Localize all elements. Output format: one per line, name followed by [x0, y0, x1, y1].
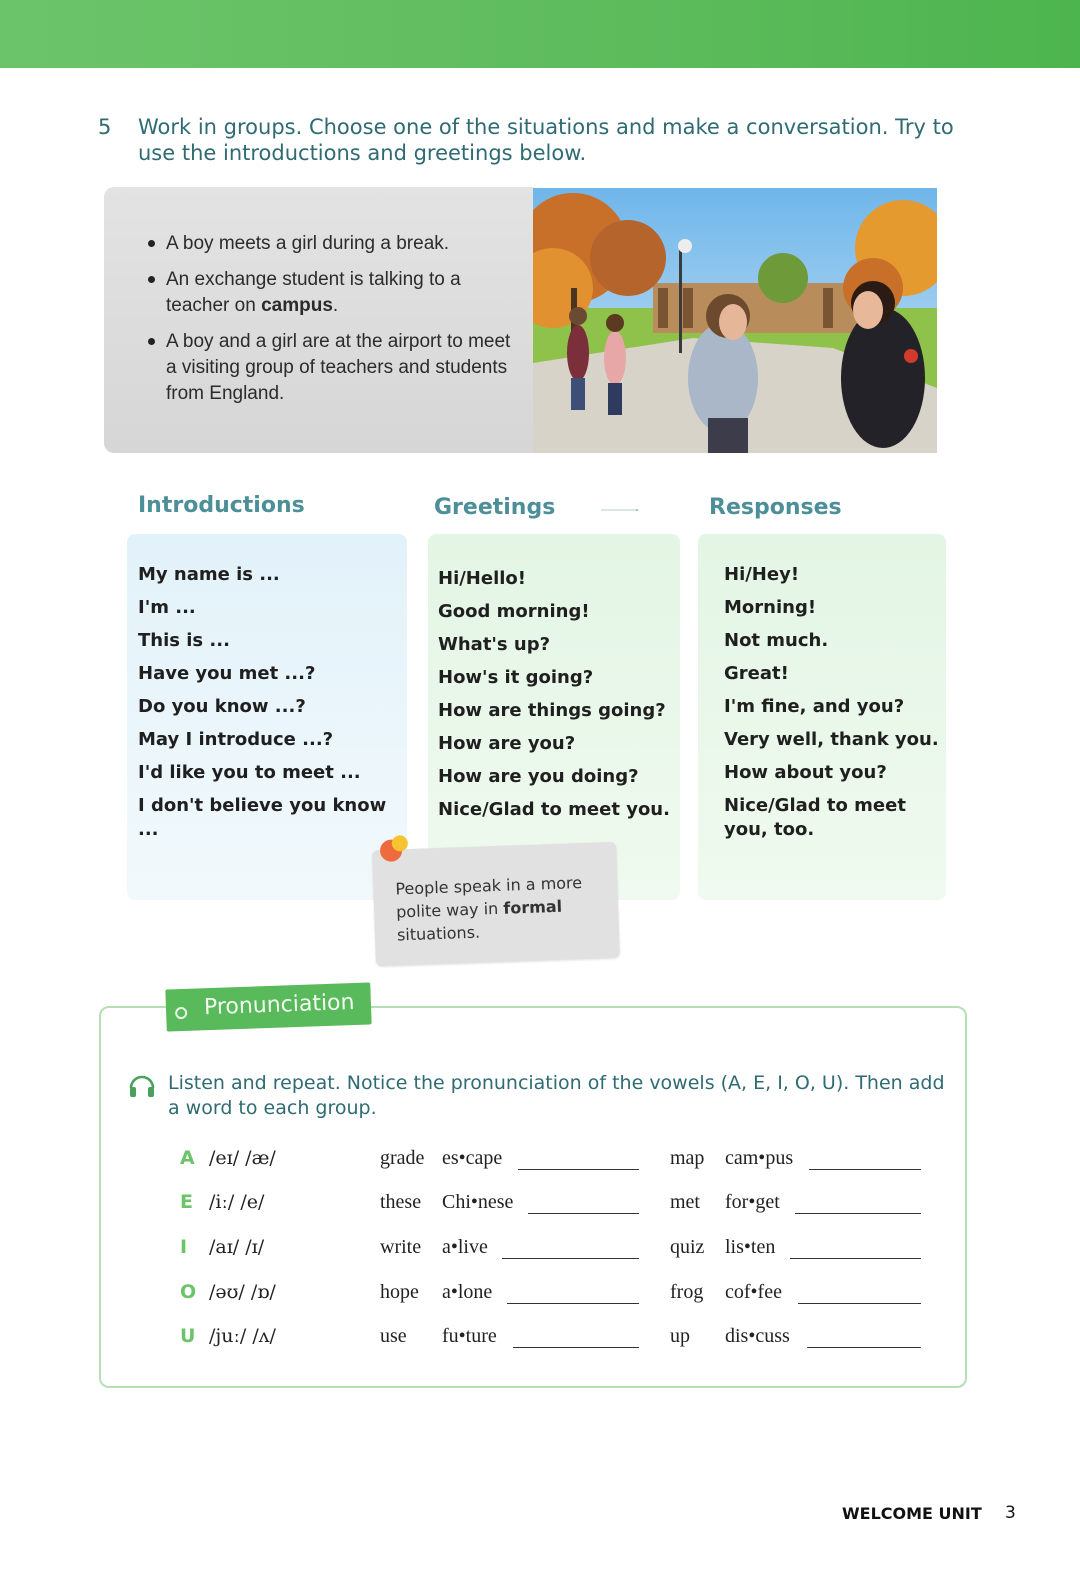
example-word: up	[670, 1325, 690, 1347]
example-word: met	[670, 1191, 700, 1213]
campus-photo	[533, 188, 937, 453]
example-word: frog	[670, 1281, 704, 1303]
example-word: Chi•nese	[442, 1191, 514, 1213]
task-instruction: Work in groups. Choose one of the situations and make a conversation. Try to use the introductions and greetings below.	[138, 115, 954, 165]
situations-list	[166, 231, 516, 417]
answer-blank[interactable]	[809, 1169, 921, 1170]
responses-list	[724, 563, 944, 851]
example-word: fu•ture	[442, 1325, 497, 1347]
vowel-row-a	[0, 1147, 1080, 1179]
introduction-phrase: I'd like you to meet ...	[138, 762, 361, 783]
example-word: cam•pus	[725, 1147, 794, 1169]
response-phrase: How about you?	[724, 762, 887, 783]
answer-blank[interactable]	[507, 1303, 639, 1304]
answer-blank[interactable]	[518, 1169, 639, 1170]
footer-unit-title: WELCOME UNIT	[842, 1504, 982, 1523]
example-word: use	[380, 1325, 407, 1347]
situation-item: A boy and a girl are at the airport to meet a visiting group of teachers and students from England.	[166, 329, 516, 407]
greeting-phrase: How are you doing?	[438, 766, 639, 787]
greeting-phrase: How are you?	[438, 733, 576, 754]
page-number: 3	[1005, 1503, 1016, 1523]
example-word: grade	[380, 1147, 425, 1169]
example-word: these	[380, 1191, 422, 1213]
introductions-list	[138, 563, 408, 851]
vowel-letter: I	[180, 1236, 188, 1258]
example-word: dis•cuss	[725, 1325, 790, 1347]
responses-heading: Responses	[709, 495, 842, 520]
response-phrase: I'm fine, and you?	[724, 696, 905, 717]
response-phrase: Nice/Glad to meet you, too.	[724, 795, 906, 840]
greeting-phrase: Good morning!	[438, 601, 590, 622]
vowel-ipa: /aɪ/ /ɪ/	[209, 1236, 265, 1258]
pronunciation-tab	[165, 982, 371, 1031]
situation-item: A boy meets a girl during a break.	[166, 231, 516, 257]
vowel-ipa: /juː/ /ʌ/	[209, 1325, 276, 1347]
greeting-phrase: How are things going?	[438, 700, 666, 721]
answer-blank[interactable]	[502, 1258, 639, 1259]
vowel-ipa: /əʊ/ /ɒ/	[209, 1281, 276, 1303]
example-word: hope	[380, 1281, 419, 1303]
top-color-band	[0, 0, 1080, 68]
introduction-phrase: Do you know ...?	[138, 696, 306, 717]
introduction-phrase: Have you met ...?	[138, 663, 316, 684]
example-word: for•get	[725, 1191, 780, 1213]
example-word: a•lone	[442, 1281, 493, 1303]
introduction-phrase: I'm ...	[138, 597, 196, 618]
greeting-phrase: Nice/Glad to meet you.	[438, 799, 670, 820]
example-word: map	[670, 1147, 705, 1169]
introductions-heading: Introductions	[138, 493, 305, 518]
situation-item: An exchange student is talking to a teacher on campus.	[166, 267, 516, 319]
note-dot-yellow-icon	[392, 835, 409, 852]
vowel-letter: O	[180, 1281, 197, 1303]
response-phrase: Great!	[724, 663, 789, 684]
answer-blank[interactable]	[528, 1213, 639, 1214]
response-phrase: Hi/Hey!	[724, 564, 800, 585]
vowel-letter: U	[180, 1325, 196, 1347]
example-word: quiz	[670, 1236, 705, 1258]
response-phrase: Very well, thank you.	[724, 729, 939, 750]
answer-blank[interactable]	[795, 1213, 921, 1214]
circle-icon	[175, 1007, 187, 1019]
vowel-row-o	[0, 1281, 1080, 1313]
vowel-row-u	[0, 1325, 1080, 1357]
answer-blank[interactable]	[513, 1347, 639, 1348]
example-word: es•cape	[442, 1147, 503, 1169]
vowel-letter: E	[180, 1191, 193, 1213]
introduction-phrase: I don't believe you know ...	[138, 795, 387, 840]
vowel-row-i	[0, 1236, 1080, 1268]
pronunciation-instruction: Listen and repeat. Notice the pronunciation of the vowels (A, E, I, O, U). Then add a word to each group.	[168, 1072, 945, 1119]
response-phrase: Not much.	[724, 630, 829, 651]
greeting-phrase: Hi/Hello!	[438, 568, 526, 589]
example-word: write	[380, 1236, 422, 1258]
answer-blank[interactable]	[807, 1347, 921, 1348]
situations-box	[104, 187, 534, 453]
vowel-letter: A	[180, 1147, 195, 1169]
introduction-phrase: May I introduce ...?	[138, 729, 334, 750]
greetings-heading: Greetings	[434, 495, 556, 520]
arrow-right-icon	[563, 509, 677, 511]
vowel-row-e	[0, 1191, 1080, 1223]
example-word: a•live	[442, 1236, 488, 1258]
example-word: cof•fee	[725, 1281, 782, 1303]
vowel-ipa: /eɪ/ /æ/	[209, 1147, 276, 1169]
answer-blank[interactable]	[790, 1258, 921, 1259]
note-text: People speak in a more polite way in formal situations.	[395, 872, 583, 945]
greetings-list	[438, 567, 678, 831]
formal-note	[372, 842, 620, 966]
response-phrase: Morning!	[724, 597, 817, 618]
task-number: 5	[98, 115, 112, 139]
introduction-phrase: This is ...	[138, 630, 230, 651]
pronunciation-label: Pronunciation	[203, 990, 355, 1021]
greeting-phrase: What's up?	[438, 634, 551, 655]
introduction-phrase: My name is ...	[138, 564, 280, 585]
campus-photo-illustration	[533, 188, 937, 453]
example-word: lis•ten	[725, 1236, 776, 1258]
vowel-ipa: /iː/ /e/	[209, 1191, 265, 1213]
headphones-icon[interactable]	[127, 1070, 157, 1100]
greeting-phrase: How's it going?	[438, 667, 594, 688]
answer-blank[interactable]	[798, 1303, 921, 1304]
